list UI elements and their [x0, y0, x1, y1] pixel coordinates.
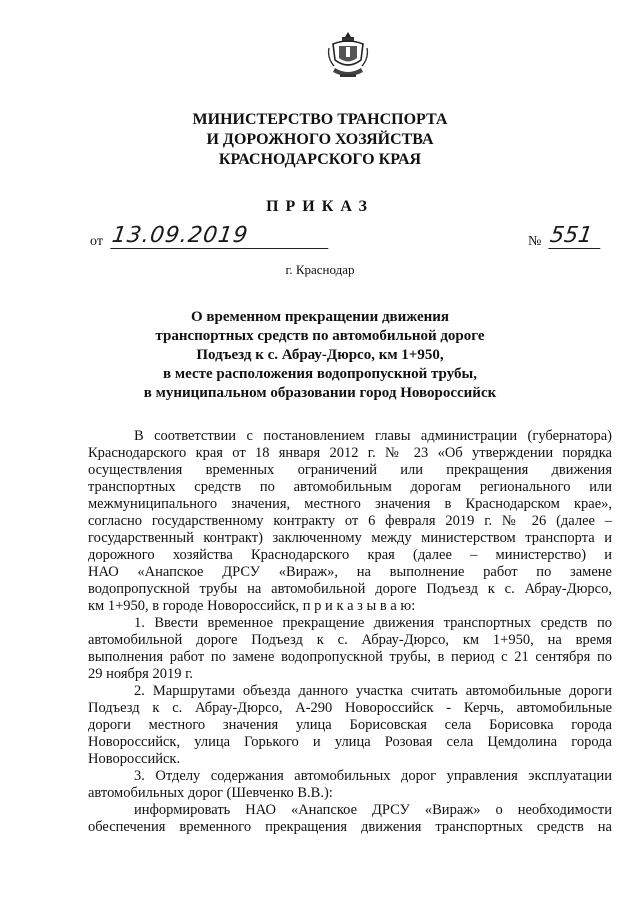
order-date-handwritten: 13.09.2019 [110, 224, 332, 249]
body-line: транспортных средств по автомобильным дорогам регионального или [88, 479, 612, 495]
body-line: дорожного хозяйства Краснодарского края (далее – министерство) и [88, 547, 612, 563]
body-line: км 1+950, в городе Новороссийск, п р и к а з ы в а ю: [88, 598, 416, 614]
body-line: государственный контракт) заключенному между министерством транспорта и [88, 530, 612, 546]
body-line: 3. Отделу содержания автомобильных дорог управления эксплуатации [134, 768, 612, 784]
body-line: выполнения работ по замене водопропускной трубы, в период с 21 сентября по [88, 649, 612, 665]
body-line: НАО «Анапское ДРСУ «Вираж», на выполнение работ по замене [88, 564, 612, 580]
body-line: межмуниципального значения, местного значения в Краснодарском крае», [88, 496, 612, 512]
subject-line: Подъезд к с. Абрау-Дюрсо, км 1+950, [196, 347, 444, 363]
body-line: Новороссийск, улица Горького и улица Розовая села Цемдолина города [88, 734, 612, 750]
body-line: дороги местного значения улица Борисовская села Борисовка города [88, 717, 612, 733]
subject-line: транспортных средств по автомобильной дороге [155, 328, 485, 344]
body-line: Краснодарского края от 18 января 2012 г. № 23 «Об утверждении порядка [88, 445, 612, 461]
subject-line: в месте расположения водопропускной трубы, [163, 366, 477, 382]
body-line: согласно государственному контракту от 6 февраля 2019 г. № 26 (далее – [88, 513, 612, 529]
body-line: В соответствии с постановлением главы администрации (губернатора) [134, 428, 612, 444]
body-line: водопропускной трубы на автомобильной дороге Подъезд к с. Абрау-Дюрсо, [88, 581, 612, 597]
body-line: автомобильных дорог (Шевченко В.В.): [88, 785, 333, 801]
body-line: 2. Маршрутами объезда данного участка считать автомобильные дороги [134, 683, 612, 699]
ministry-name [0, 110, 640, 170]
number-prefix: № [528, 234, 542, 249]
body-line: Новороссийск. [88, 751, 181, 767]
date-prefix: от [90, 234, 103, 249]
order-date-number-row [90, 224, 600, 250]
order-number-handwritten: 551 [548, 224, 604, 249]
body-line: автомобильной дороге Подъезд к с. Абрау-Дюрсо, км 1+950, на время [88, 632, 612, 648]
order-subject [0, 308, 640, 403]
body-line: Подъезд к с. Абрау-Дюрсо, А-290 Новороссийск - Керчь, автомобильные [88, 700, 612, 716]
body-line: 29 ноября 2019 г. [88, 666, 194, 682]
body-line: 1. Ввести временное прекращение движения транспортных средств по [134, 615, 612, 631]
body-line: обеспечения временного прекращения движения транспортных средств на [88, 819, 612, 835]
subject-line: О временном прекращении движения [190, 309, 450, 325]
order-title: ПРИКАЗ [266, 198, 374, 215]
body-line: информировать НАО «Анапское ДРСУ «Вираж» о необходимости [134, 802, 612, 818]
order-body [88, 428, 612, 836]
city: г. Краснодар [285, 262, 355, 277]
ministry-line: И ДОРОЖНОГО ХОЗЯЙСТВА [206, 131, 434, 148]
coat-of-arms-icon [327, 30, 369, 80]
subject-line: в муниципальном образовании город Новороссийск [143, 385, 497, 401]
body-line: осуществления временных ограничений или прекращения движения [88, 462, 612, 478]
ministry-line: КРАСНОДАРСКОГО КРАЯ [218, 151, 422, 168]
ministry-line: МИНИСТЕРСТВО ТРАНСПОРТА [192, 111, 448, 128]
